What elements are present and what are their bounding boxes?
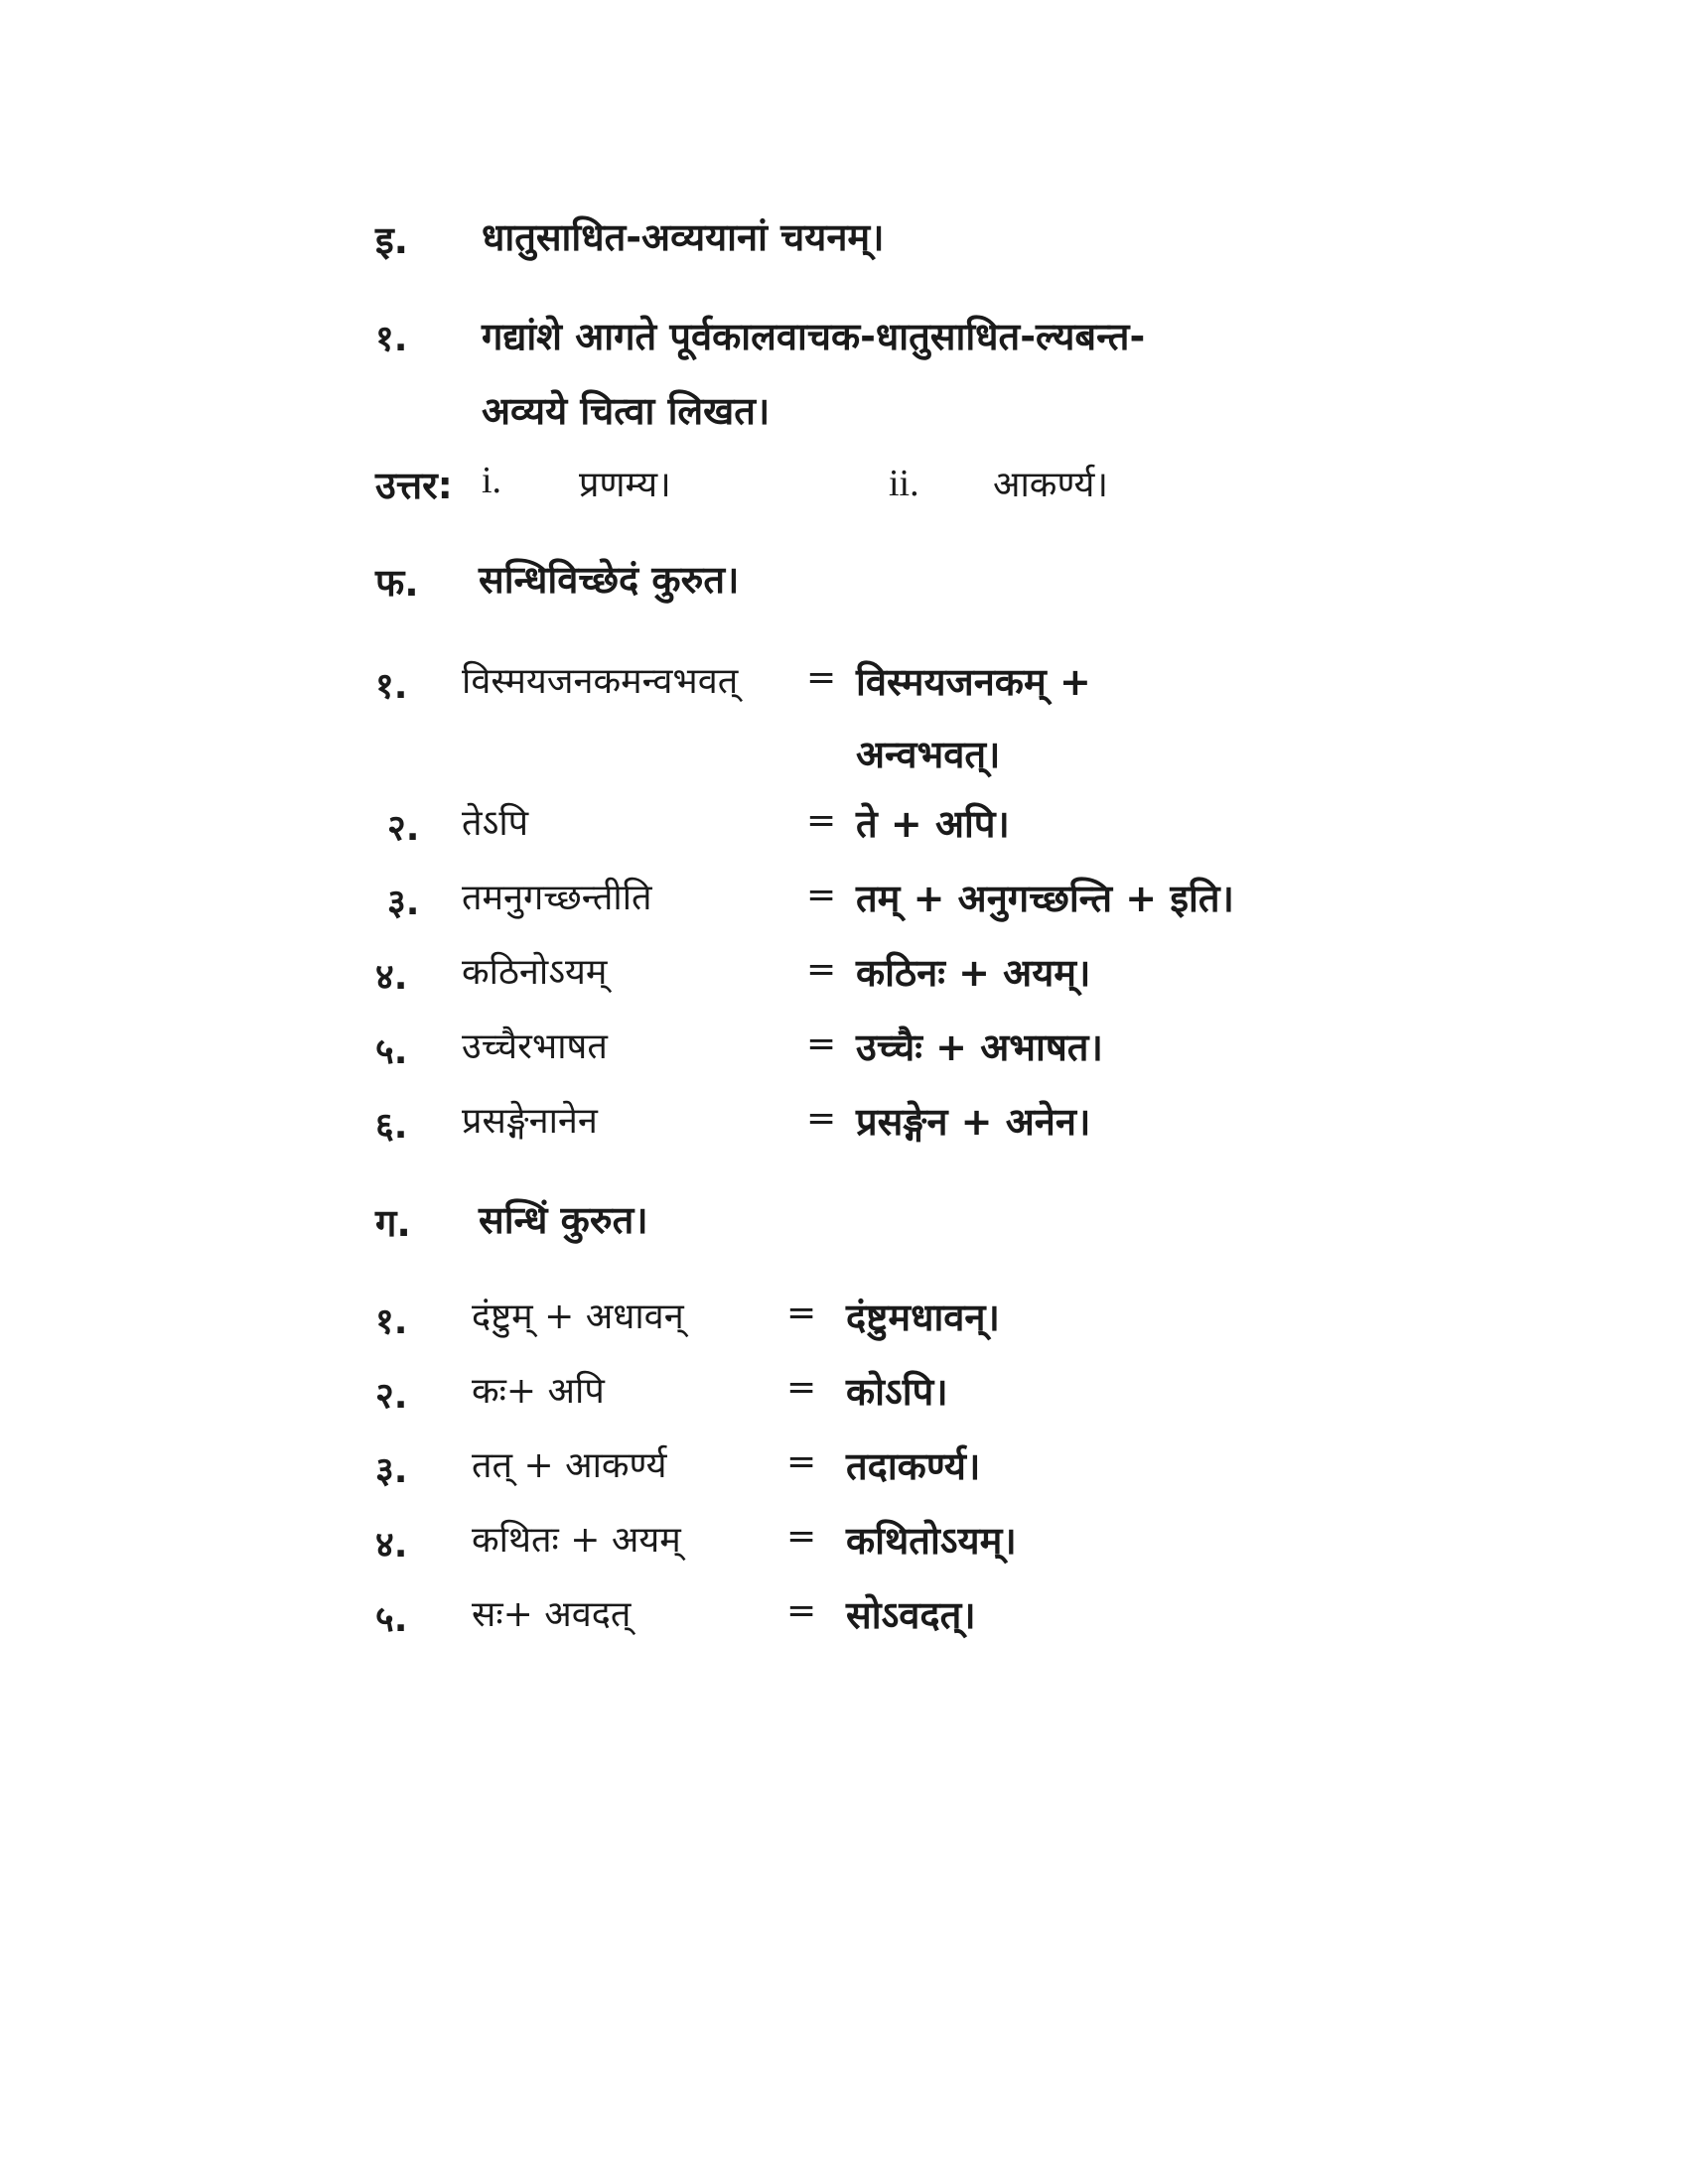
item-number: ३.	[375, 1450, 408, 1491]
equals-sign: =	[786, 1590, 817, 1631]
item-number: २.	[387, 808, 420, 849]
section-title-i: धातुसाधित-अव्ययानां चयनम्।	[482, 215, 885, 259]
equals-sign: =	[786, 1441, 817, 1482]
item-answer: प्रसङ्गेन + अनेन।	[856, 1100, 1091, 1144]
item-question: कथितः + अयम्	[472, 1520, 681, 1561]
item-number: १.	[375, 1301, 408, 1342]
item-question: विस्मयजनकमन्वभवत्	[462, 661, 739, 702]
answer-ii-value: आकर्ण्य।	[993, 465, 1109, 505]
item-question: कठिनोऽयम्	[462, 952, 608, 993]
question-number: १.	[375, 319, 408, 359]
section-marker-ga: ग.	[375, 1201, 411, 1245]
item-question: तेऽपि	[462, 803, 529, 844]
section-title-ga: सन्धिं कुरुत।	[479, 1198, 648, 1242]
item-question: कः+ अपि	[472, 1371, 605, 1412]
answer-i-label: i.	[482, 460, 502, 501]
item-answer: कथितोऽयम्।	[846, 1519, 1017, 1563]
item-answer: विस्मयजनकम् +	[856, 660, 1091, 704]
equals-sign: =	[806, 875, 837, 915]
item-question: तत् + आकर्ण्य	[472, 1445, 667, 1486]
item-number: ६.	[375, 1106, 408, 1147]
item-number: ३.	[387, 883, 420, 923]
item-number: ४.	[375, 1525, 408, 1566]
question-text-line2: अव्यये चित्वा लिखत।	[482, 389, 771, 433]
item-answer: कठिनः + अयम्।	[856, 951, 1091, 995]
question-text-line1: गद्यांशे आगते पूर्वकालवाचक-धातुसाधित-ल्यबन्त-	[482, 315, 1146, 358]
item-question: तमनुगच्छन्तीति	[462, 878, 652, 918]
equals-sign: =	[786, 1367, 817, 1408]
equals-sign: =	[806, 657, 837, 698]
answer-label: उत्तर:	[375, 464, 453, 507]
equals-sign: =	[786, 1293, 817, 1333]
item-number: ५.	[375, 1599, 408, 1640]
item-question: उच्चैरभाषत	[462, 1026, 608, 1067]
answer-i-value: प्रणम्य।	[579, 465, 671, 505]
item-answer: उच्चैः + अभाषत।	[856, 1025, 1103, 1069]
equals-sign: =	[786, 1516, 817, 1557]
item-answer: सोऽवदत्।	[846, 1593, 976, 1637]
equals-sign: =	[806, 949, 837, 990]
item-question: सः+ अवदत्	[472, 1594, 632, 1635]
equals-sign: =	[806, 1024, 837, 1064]
item-number: १.	[375, 666, 408, 707]
item-answer: दंष्टुमधावन्।	[846, 1296, 1000, 1339]
section-title-pha: सन्धिविच्छेदं कुरुत।	[479, 558, 740, 602]
equals-sign: =	[806, 1098, 837, 1139]
item-number: २.	[375, 1376, 408, 1417]
item-number: ४.	[375, 957, 408, 998]
item-answer: कोऽपि।	[846, 1370, 948, 1414]
equals-sign: =	[806, 800, 837, 841]
section-marker-pha: फ.	[375, 561, 419, 605]
item-question: दंष्टुम् + अधावन्	[472, 1297, 684, 1337]
item-number: ५.	[375, 1031, 408, 1072]
item-question: प्रसङ्गेनानेन	[462, 1101, 598, 1142]
item-answer: ते + अपि।	[856, 802, 1010, 846]
item-answer: तदाकर्ण्य।	[846, 1444, 981, 1488]
item-answer-continued: अन्वभवत्।	[856, 733, 1001, 776]
item-answer: तम् + अनुगच्छन्ति + इति।	[856, 877, 1234, 920]
section-marker-i: इ.	[375, 218, 409, 262]
answer-ii-label: ii.	[889, 463, 919, 504]
